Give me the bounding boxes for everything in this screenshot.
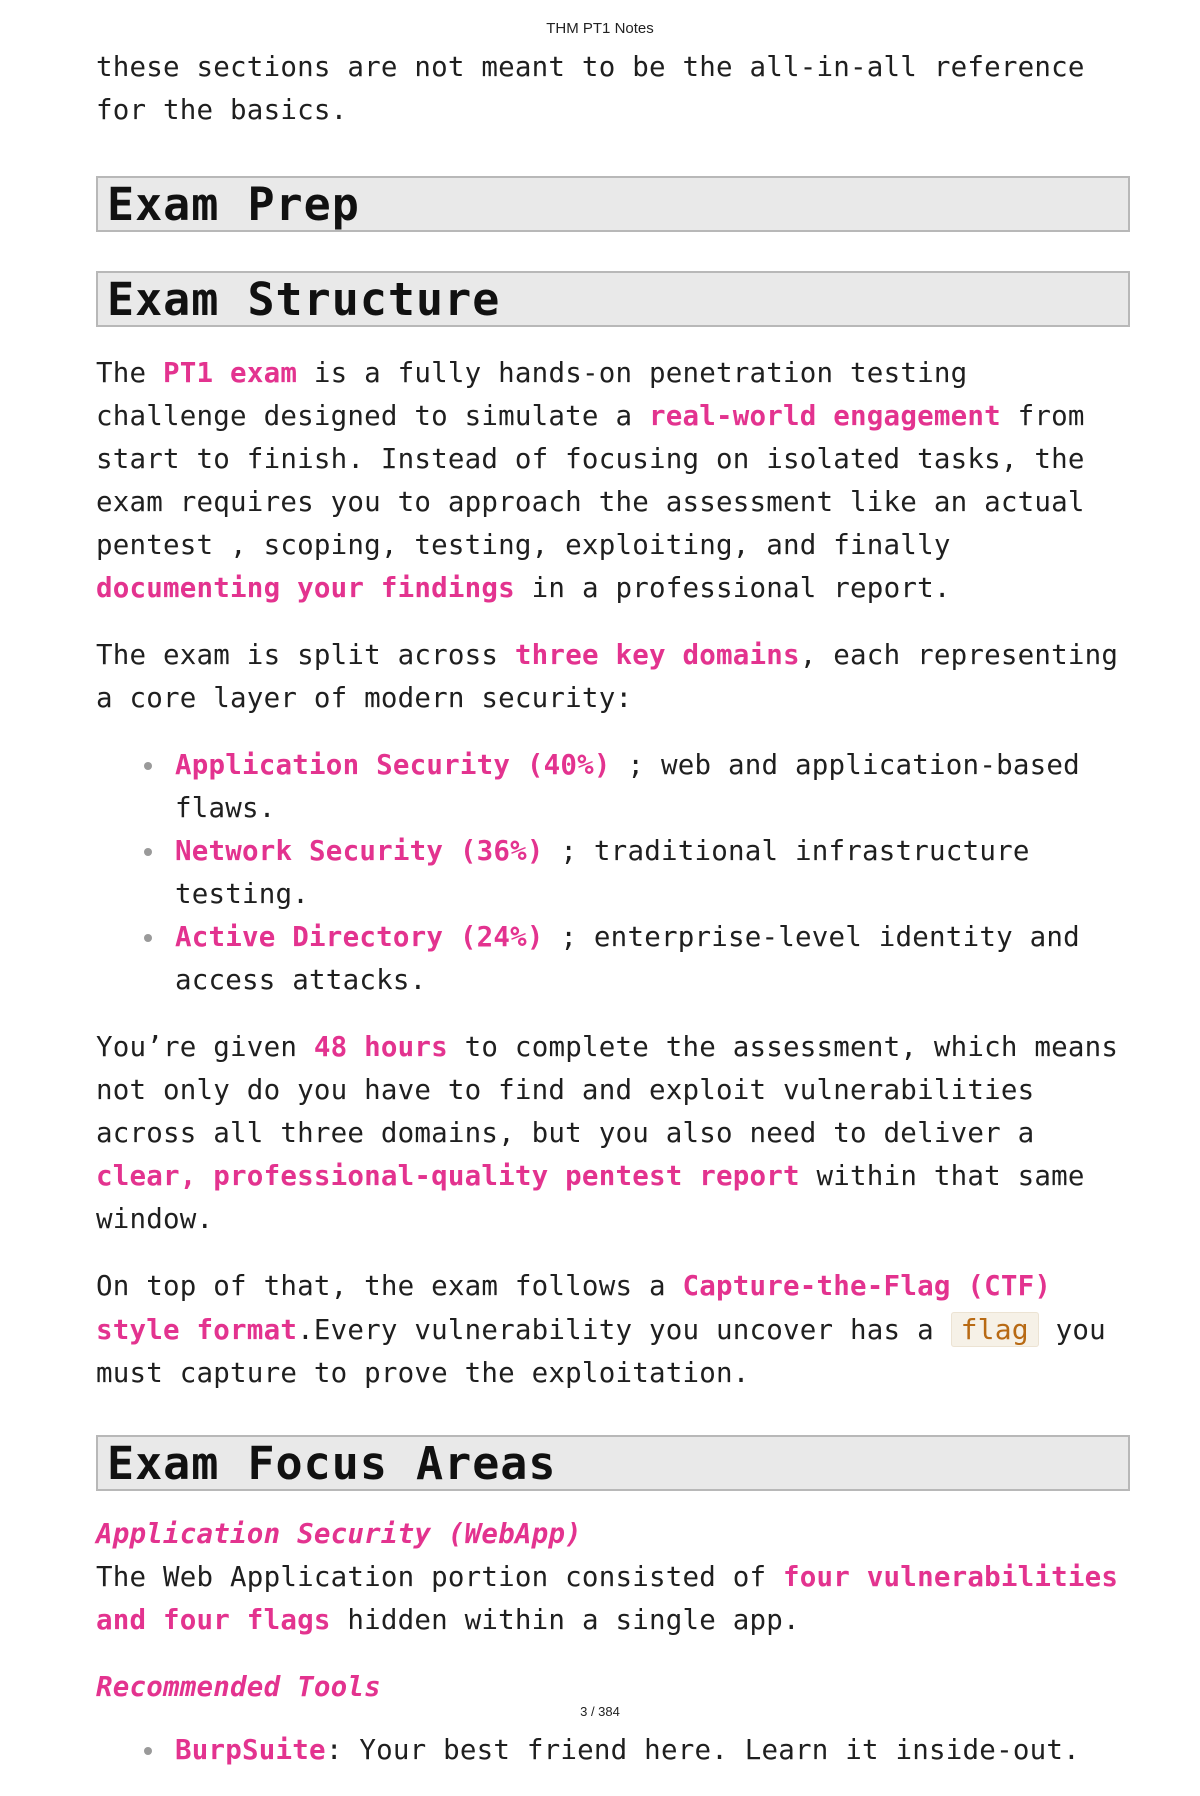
- highlight-pt1-exam: PT1 exam: [163, 357, 298, 389]
- text-run: The: [96, 357, 164, 389]
- heading-exam-focus-areas: Exam Focus Areas: [107, 1436, 557, 1490]
- list-item: [96, 1729, 1130, 1772]
- highlight-four-vulnerabilities: four vulnerabilities and four flags: [96, 1561, 1119, 1636]
- subheading-application-security: Application Security (WebApp): [96, 1518, 582, 1550]
- domain-label: Network Security (36%): [175, 835, 544, 867]
- bullet-icon: [144, 1747, 152, 1755]
- structure-paragraph-1: [96, 352, 1130, 610]
- text-run: hidden within a single app.: [330, 1604, 800, 1636]
- highlight-48-hours: 48 hours: [313, 1031, 448, 1063]
- tools-list: [96, 1729, 1130, 1772]
- inline-code-flag: flag: [951, 1312, 1039, 1347]
- highlight-documenting-findings: documenting your findings: [96, 572, 515, 604]
- domain-description: ; web and application-based flaws.: [175, 749, 1080, 824]
- text-run: You’re given: [96, 1031, 314, 1063]
- structure-paragraph-2: [96, 634, 1130, 720]
- text-run: you must capture to prove the exploitation.: [96, 1314, 1106, 1389]
- highlight-three-key-domains: three key domains: [514, 639, 800, 671]
- structure-paragraph-3: [96, 1026, 1130, 1241]
- list-item: [96, 744, 1130, 830]
- heading-exam-structure: Exam Structure: [107, 272, 501, 326]
- section-box-exam-prep: [96, 176, 1130, 232]
- highlight-ctf-format: Capture-the-Flag (CTF) style format: [96, 1270, 1052, 1346]
- domain-description: ; enterprise-level identity and access attacks.: [175, 921, 1080, 996]
- text-run: On top of that, the exam follows a: [96, 1270, 683, 1302]
- bullet-icon: [144, 934, 152, 942]
- heading-exam-prep: Exam Prep: [107, 177, 360, 231]
- text-run: from start to finish. Instead of focusing on isolated tasks, the exam requires you to approach the assessment like an actual pentest , scoping, testing, exploiting, and finally: [96, 400, 1085, 561]
- tool-label: BurpSuite: [175, 1734, 326, 1766]
- text-run: The Web Application portion consisted of: [96, 1561, 784, 1593]
- text-run: , each representing a core layer of modern security:: [96, 639, 1119, 714]
- tool-description: : Your best friend here. Learn it inside-out.: [325, 1734, 1080, 1766]
- subheading-recommended-tools: Recommended Tools: [96, 1671, 381, 1703]
- text-run: .Every vulnerability you uncover has a: [297, 1314, 951, 1346]
- bullet-icon: [144, 762, 152, 770]
- section-box-exam-structure: [96, 271, 1130, 327]
- text-run: within that same window.: [96, 1160, 1085, 1235]
- section-box-exam-focus-areas: [96, 1435, 1130, 1491]
- intro-paragraph: these sections are not meant to be the all-in-all reference for the basics.: [96, 51, 1085, 126]
- highlight-pentest-report: clear, professional-quality pentest report: [96, 1160, 800, 1192]
- list-item: [96, 916, 1130, 1002]
- domain-label: Active Directory (24%): [175, 921, 544, 953]
- structure-paragraph-4: [96, 1265, 1130, 1395]
- text-run: The exam is split across: [96, 639, 515, 671]
- bullet-icon: [144, 848, 152, 856]
- page-content: [96, 46, 1130, 1796]
- text-run: is a fully hands-on penetration testing challenge designed to simulate a: [96, 357, 968, 432]
- text-run: to complete the assessment, which means not only do you have to find and exploit vulnerabilities across all three domains, but you also need to deliver a: [96, 1031, 1119, 1149]
- domain-list: [96, 744, 1130, 1002]
- running-header: THM PT1 Notes: [546, 20, 654, 37]
- page-number: 3 / 384: [580, 1704, 620, 1719]
- focus-paragraph-1: [96, 1556, 1130, 1642]
- list-item: [96, 830, 1130, 916]
- text-run: in a professional report.: [514, 572, 951, 604]
- highlight-real-world-engagement: real-world engagement: [648, 400, 1001, 432]
- domain-label: Application Security (40%): [175, 749, 611, 781]
- domain-description: ; traditional infrastructure testing.: [175, 835, 1030, 910]
